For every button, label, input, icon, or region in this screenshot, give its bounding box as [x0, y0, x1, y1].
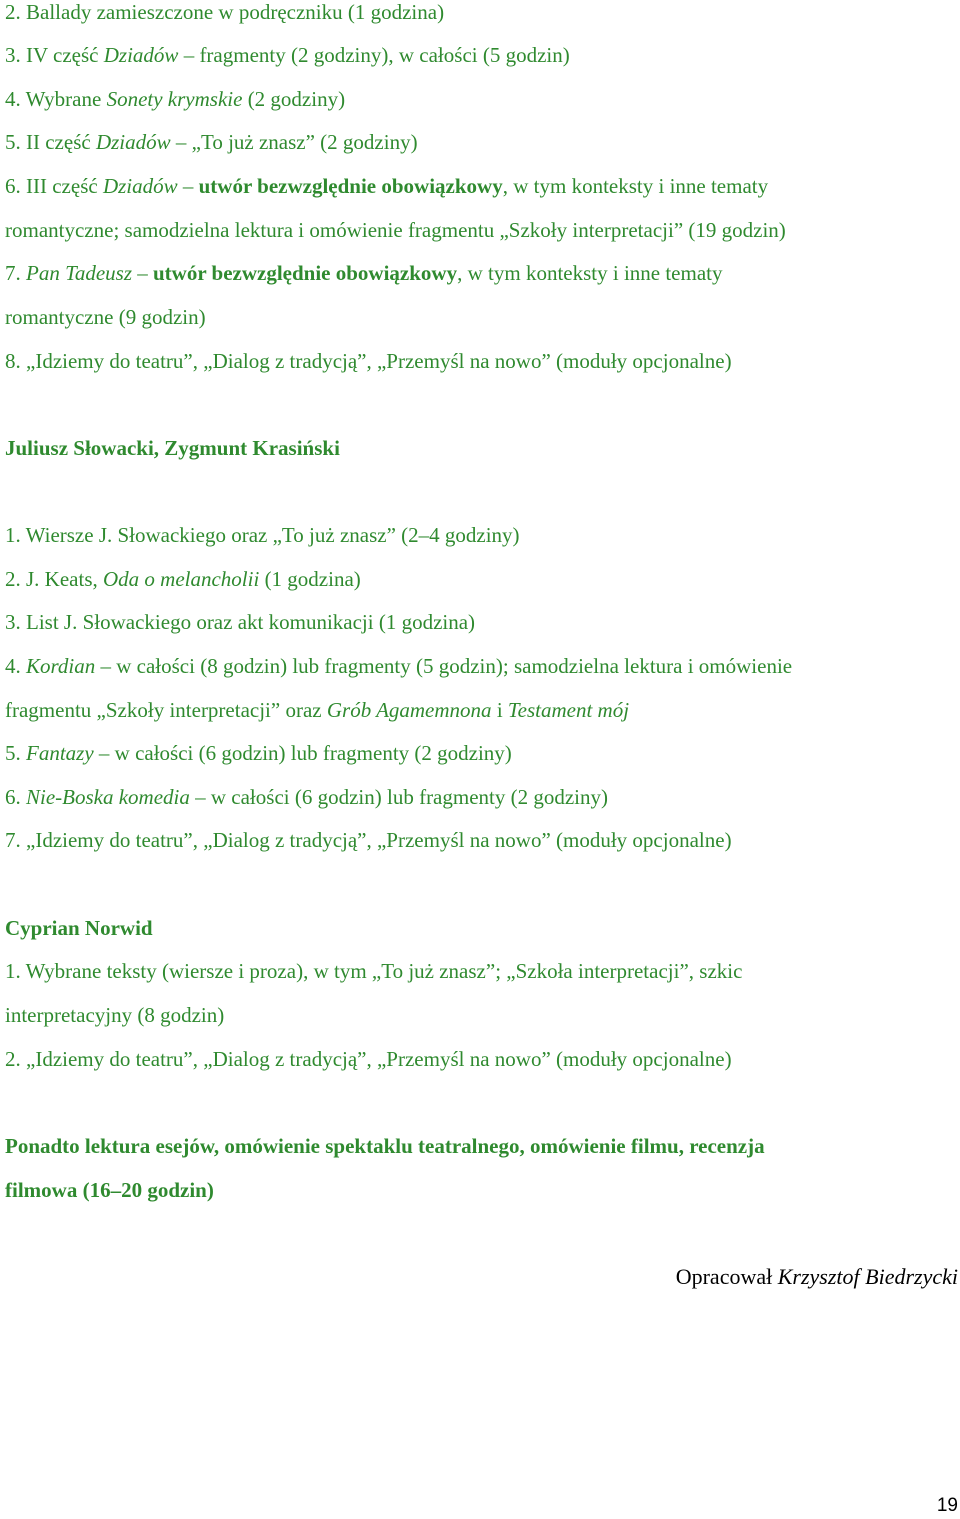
item-text: (2 godziny)	[242, 87, 346, 111]
list-item-dziady-ii	[5, 128, 418, 156]
item-text: „Idziemy do teatru”, „Dialog z tradycją”, „Przemyśl na nowo” (moduły opcjonalne)	[26, 828, 732, 852]
author-name: Krzysztof Biedrzycki	[777, 1264, 958, 1289]
list-item-keats	[5, 565, 361, 593]
section-heading-norwid: Cyprian Norwid	[5, 916, 153, 940]
item-number: 1.	[5, 523, 26, 547]
list-item-pan-tadeusz-continued	[5, 303, 206, 331]
list-item-dziady-iv	[5, 41, 570, 69]
work-title: Oda o melancholii	[103, 567, 260, 591]
item-number: 2.	[5, 1047, 26, 1071]
item-text: – „To już znasz” (2 godziny)	[170, 130, 418, 154]
work-title: Kordian	[26, 654, 96, 678]
closing-note-line-2: filmowa (16–20 godzin)	[5, 1178, 214, 1202]
list-item-kordian	[5, 652, 792, 680]
item-text: , w tym konteksty i inne tematy	[457, 261, 723, 285]
list-item-sonety-krymskie	[5, 85, 345, 113]
item-number: 7.	[5, 261, 26, 285]
list-item-list-slowackiego	[5, 608, 475, 636]
item-number: 5.	[5, 130, 26, 154]
item-text: romantyczne; samodzielna lektura i omówienie fragmentu „Szkoły interpretacji” (19 godzin)	[5, 218, 786, 242]
item-text: fragmentu „Szkoły interpretacji” oraz	[5, 698, 327, 722]
item-text: „Idziemy do teatru”, „Dialog z tradycją”, „Przemyśl na nowo” (moduły opcjonalne)	[26, 1047, 732, 1071]
work-title: Testament mój	[507, 698, 630, 722]
section-heading-slowacki-krasinski: Juliusz Słowacki, Zygmunt Krasiński	[5, 436, 340, 460]
mandatory-note: utwór bezwzględnie obowiązkowy	[153, 261, 458, 285]
item-text: List J. Słowackiego oraz akt komunikacji (1 godzina)	[26, 610, 476, 634]
item-text: –	[132, 261, 153, 285]
page-number: 19	[936, 1495, 958, 1516]
item-text: Wybrane teksty (wiersze i proza), w tym „To już znasz”; „Szkoła interpretacji”, szkic	[25, 959, 743, 983]
item-number: 3.	[5, 610, 26, 634]
item-number: 4.	[5, 87, 26, 111]
item-number: 7.	[5, 828, 26, 852]
list-item-wiersze-slowackiego	[5, 521, 520, 549]
author-credit	[676, 1263, 958, 1291]
item-text: – w całości (6 godzin) lub fragmenty (2 godziny)	[93, 741, 512, 765]
work-title: Sonety krymskie	[106, 87, 243, 111]
work-title: Pan Tadeusz	[26, 261, 132, 285]
work-title: Fantazy	[26, 741, 94, 765]
list-item-optional-modules	[5, 347, 732, 375]
item-text: romantyczne (9 godzin)	[5, 305, 206, 329]
item-text: i	[491, 698, 508, 722]
item-number: 6.	[5, 785, 26, 809]
item-text: III część	[26, 174, 103, 198]
item-text: Ballady zamieszczone w podręczniku (1 godzina)	[26, 0, 445, 24]
item-text: – fragmenty (2 godziny), w całości (5 godzin)	[178, 43, 570, 67]
list-item-kordian-continued	[5, 696, 629, 724]
list-item-pan-tadeusz	[5, 259, 723, 287]
item-number: 6.	[5, 174, 26, 198]
list-item-wybrane-teksty	[5, 957, 742, 985]
work-title: Dziadów	[102, 174, 178, 198]
item-text: (1 godzina)	[259, 567, 361, 591]
item-text: interpretacyjny (8 godzin)	[5, 1003, 225, 1027]
list-item-fantazy	[5, 739, 512, 767]
item-text: , w tym konteksty i inne tematy	[502, 174, 769, 198]
item-number: 4.	[5, 654, 26, 678]
item-text: – w całości (8 godzin) lub fragmenty (5 godzin); samodzielna lektura i omówienie	[95, 654, 793, 678]
work-title: Grób Agamemnona	[326, 698, 492, 722]
item-text: IV część	[26, 43, 104, 67]
list-item-optional-modules	[5, 826, 732, 854]
item-text: Wybrane	[25, 87, 107, 111]
item-number: 5.	[5, 741, 26, 765]
list-item-dziady-iii-continued	[5, 216, 786, 244]
work-title: Dziadów	[95, 130, 171, 154]
item-number: 3.	[5, 43, 26, 67]
work-title: Dziadów	[103, 43, 179, 67]
item-text: J. Keats,	[26, 567, 103, 591]
closing-note-line-1: Ponadto lektura esejów, omówienie spektaklu teatralnego, omówienie filmu, recenzja	[5, 1134, 765, 1158]
item-number: 2.	[5, 567, 26, 591]
list-item-ballady	[5, 0, 444, 26]
work-title: Nie-Boska komedia	[26, 785, 190, 809]
mandatory-note: utwór bezwzględnie obowiązkowy	[198, 174, 503, 198]
list-item-optional-modules	[5, 1045, 732, 1073]
list-item-nie-boska-komedia	[5, 783, 608, 811]
item-text: „Idziemy do teatru”, „Dialog z tradycją”, „Przemyśl na nowo” (moduły opcjonalne)	[26, 349, 732, 373]
item-number: 8.	[5, 349, 26, 373]
item-number: 2.	[5, 0, 26, 24]
item-text: II część	[26, 130, 96, 154]
item-text: –	[177, 174, 199, 198]
author-label: Opracował	[675, 1264, 778, 1289]
item-text: Wiersze J. Słowackiego oraz „To już znasz” (2–4 godziny)	[25, 523, 520, 547]
list-item-wybrane-teksty-continued	[5, 1001, 224, 1029]
item-text: – w całości (6 godzin) lub fragmenty (2 godziny)	[189, 785, 609, 809]
list-item-dziady-iii	[5, 172, 768, 200]
item-number: 1.	[5, 959, 26, 983]
